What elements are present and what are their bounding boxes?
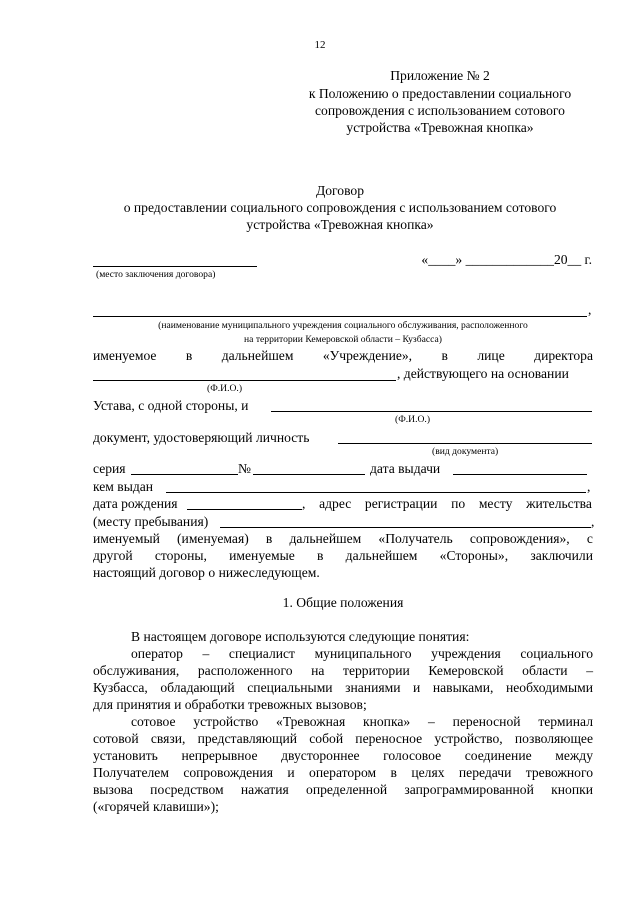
appendix-line-1: Приложение № 2 [390,68,490,83]
words: в [317,548,324,563]
word: в [441,348,448,363]
words: в [265,531,273,546]
word: «Учреждение», [322,348,413,363]
words: дальнейшем [345,548,418,563]
word: дальнейшем [221,348,294,363]
operator-line-3: Кузбасса, обладающий специальными знаниями и навыками, необходимыми [93,680,593,695]
words: другой [93,548,133,563]
number-label: № [238,461,251,476]
text-line-10 [93,549,593,563]
document-type-caption: (вид документа) [432,446,499,457]
text-line-1 [93,349,593,363]
text-line-7 [302,497,592,511]
word: по [451,496,466,511]
fio-caption-1: (Ф.И.О.) [207,383,243,394]
appendix-line-2: к Положению о предоставлении социального [308,86,572,101]
text-line-2-tail: , действующего на основании [397,366,569,381]
issue-date-field-line [453,474,587,475]
birth-date-label: дата рождения [93,496,178,511]
institution-caption-1: (наименование муниципального учреждения социального обслуживания, расположенного [158,320,528,331]
device-line-1: сотовое устройство «Тревожная кнопка» – переносной терминал [131,714,593,729]
issued-by-label: кем выдан [93,479,154,494]
word: месту [478,496,513,511]
page-number: 12 [314,39,326,51]
word: директора [534,348,593,363]
word: адрес [319,496,352,511]
residence-comma: , [591,514,595,529]
section-1-heading: 1. Общие положения [282,595,404,610]
institution-comma: , [588,302,592,317]
residence-label: (месту пребывания) [93,514,209,529]
series-label: серия [93,461,126,476]
section-1-intro: В настоящем договоре используются следующие понятия: [131,629,470,644]
text-line-4: документ, удостоверяющий личность [93,430,310,445]
date-field: «____» _____________20__ г. [421,252,592,267]
text-line-9 [93,532,593,546]
document-field-line [338,443,592,444]
institution-caption-2: на территории Кемеровской области – Кузбасса) [244,334,442,345]
words: дальнейшем [289,531,362,546]
issue-date-label: дата выдачи [370,461,441,476]
words: стороны, [154,548,207,563]
residence-field-line [220,527,591,528]
appendix-line-3: сопровождения с использованием сотового [315,103,565,118]
words: «Стороны», [439,548,509,563]
word: регистрации [364,496,438,511]
issued-by-comma: , [587,479,591,494]
word: , [302,496,306,511]
title-line-3: устройства «Тревожная кнопка» [246,217,434,232]
operator-line-2: обслуживания, расположенного на территории Кемеровской области – [93,663,593,678]
appendix-line-4: устройства «Тревожная кнопка» [346,120,534,135]
institution-field-line [93,316,587,317]
place-caption: (место заключения договора) [96,269,216,280]
place-field-line [93,266,257,267]
issued-by-field-line [166,492,586,493]
device-line-2: сотовой связи, представляющий собой переносное устройство, позволяющее [93,731,593,746]
text-line-11: настоящий договор о нижеследующем. [93,565,320,580]
words: с [586,531,593,546]
device-line-6: («горячей клавиши»); [93,799,219,814]
word: лице [477,348,505,363]
recipient-field-line [271,411,592,412]
words: сопровождения», [469,531,570,546]
word: в [185,348,193,363]
director-field-line [93,380,396,381]
fio-caption-2: (Ф.И.О.) [395,414,431,425]
word: именуемое [93,348,157,363]
title-line-1: Договор [315,183,365,198]
device-line-4: Получателем сопровождения и оператором в целях передачи тревожного [93,765,593,780]
words: именуемые [229,548,295,563]
word: жительства [526,496,592,511]
words: именуемый [93,531,160,546]
words: (именуемая) [177,531,249,546]
text-line-3: Устава, с одной стороны, и [93,398,249,413]
title-line-2: о предоставлении социального сопровождения с использованием сотового [123,200,557,215]
number-field-line [253,474,365,475]
device-line-5: вызова посредством нажатия определенной запрограммированной кнопки [93,782,593,797]
series-field-line [131,474,238,475]
birth-date-field-line [187,509,302,510]
words: «Получатель [378,531,453,546]
device-line-3: установить непрерывное двустороннее голосовое соединение между [93,748,593,763]
words: заключили [530,548,593,563]
operator-line-4: для принятия и обработки тревожных вызовов; [93,697,367,712]
operator-line-1: оператор – специалист муниципального учреждения социального [131,646,593,661]
